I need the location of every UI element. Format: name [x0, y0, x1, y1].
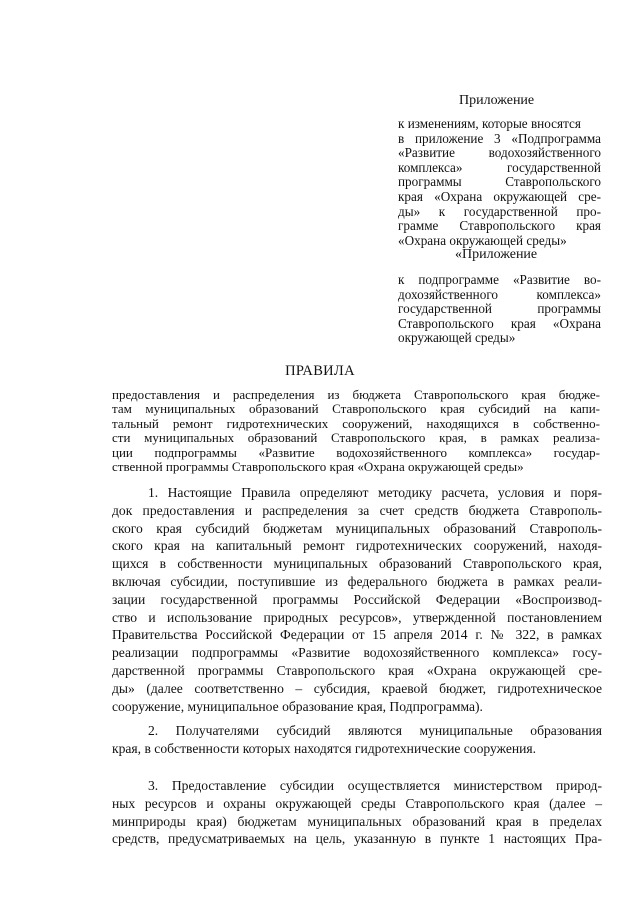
text-line: щихся в собственности муниципальных образований Ставропольского края, — [112, 556, 602, 572]
text-line: зации государственной программы Российской Федерации «Воспроизвод- — [112, 591, 602, 607]
sub-appendix-label: «Приложение — [455, 247, 538, 262]
text-line: программы Ставропольского — [398, 174, 601, 190]
paragraph-2 — [112, 722, 602, 758]
text-line: ственной программы Ставропольского края «Охрана окружающей среды» — [112, 459, 524, 475]
appendix-description — [398, 117, 601, 248]
text-line: к изменениям, которые вносятся — [398, 116, 581, 131]
text-line: реализации подпрограммы «Развитие водохозяйственного комплекса» госу- — [112, 645, 602, 661]
text-line: включая субсидии, поступившие из федерального бюджета в рамках реали- — [112, 573, 602, 589]
text-line: там муниципальных образований Ставропольского края субсидий на капи- — [112, 401, 600, 417]
text-line: государственной программы — [398, 301, 601, 317]
text-line: сооружение, муниципальное образование края, Подпрограмма). — [112, 698, 483, 714]
appendix-label: Приложение — [459, 93, 535, 108]
text-line: тальный ремонт гидротехнических сооружений, находящихся в собственно- — [112, 415, 600, 431]
text-line: ского края субсидий бюджетам муниципальных образований Ставрополь- — [112, 520, 602, 536]
text-line: дохозяйственного комплекса» — [398, 286, 601, 302]
text-line: края «Охрана окружающей сре- — [398, 188, 601, 204]
document-subtitle — [112, 388, 600, 474]
paragraph-3 — [112, 777, 602, 848]
text-line: к подпрограмме «Развитие во- — [398, 272, 601, 287]
text-line: средств, предусматриваемых на цель, указанную в пункте 1 настоящих Пра- — [112, 831, 602, 847]
text-line: окружающей среды» — [398, 330, 516, 346]
text-line: ство и использование природных ресурсов», утвержденной постановлением — [112, 609, 602, 625]
text-line: ции подпрограммы «Развитие водохозяйственного комплекса» государ- — [112, 444, 600, 460]
text-line: «Охрана окружающей среды» — [398, 232, 567, 248]
text-line: грамме Ставропольского края — [398, 218, 601, 234]
text-line: в приложение 3 «Подпрограмма — [398, 130, 601, 146]
text-line: док предоставления и распределения за счет средств бюджета Ставрополь- — [112, 502, 602, 518]
text-line: «Развитие водохозяйственного — [398, 145, 601, 161]
text-line: минприроды края) бюджетам муниципальных образований края в пределах — [112, 813, 602, 829]
text-line: комплекса» государственной — [398, 159, 601, 175]
text-line: ды» к государственной про- — [398, 203, 601, 219]
text-line: ского края на капитальный ремонт гидротехнических сооружений, находя- — [112, 538, 602, 554]
text-line: Правительства Российской Федерации от 15 апреля 2014 г. № 322, в рамках — [112, 627, 602, 643]
text-line: дарственной программы Ставропольского края «Охрана окружающей сре- — [112, 662, 602, 678]
text-line: предоставления и распределения из бюджета Ставропольского края бюдже- — [112, 387, 600, 402]
text-line: края, в собственности которых находятся гидротехнические сооружения. — [112, 740, 537, 756]
sub-appendix-description — [398, 273, 601, 346]
document-title: ПРАВИЛА — [285, 363, 355, 379]
text-line: 1. Настоящие Правила определяют методику расчета, условия и поря- — [148, 485, 602, 500]
text-line: 2. Получателями субсидий являются муниципальные образования — [148, 723, 602, 738]
paragraph-1 — [112, 484, 602, 715]
text-line: 3. Предоставление субсидии осуществляется министерством природ- — [148, 778, 602, 793]
text-line: сти муниципальных образований Ставропольского края, в рамках реализа- — [112, 430, 600, 446]
text-line: ных ресурсов и охраны окружающей среды Ставропольского края (далее – — [112, 795, 602, 811]
text-line: ды» (далее соответственно – субсидия, краевой бюджет, гидротехническое — [112, 680, 602, 696]
text-line: Ставропольского края «Охрана — [398, 315, 601, 331]
